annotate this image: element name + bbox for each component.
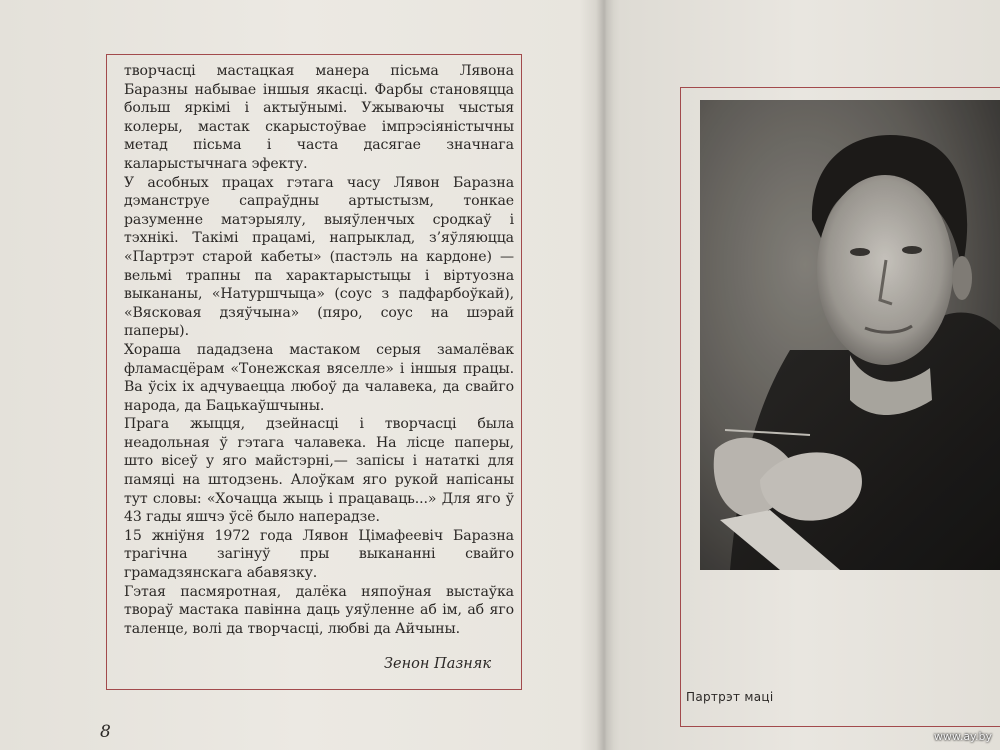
watermark: www.ay.by <box>933 730 992 743</box>
paragraph-6: Гэтая пасмяротная, далёка няпоўная выстаўка твораў мастака павінна даць уяўленне аб ім, аб яго таленце, волі да творчасці, любві да Айчыны. <box>124 583 514 637</box>
page-number: 8 <box>100 722 111 742</box>
article-text <box>124 62 514 638</box>
paragraph-3: Хораша пададзена мастаком серыя замалёвак фламасцёрам «Тонежская вяселле» і іншыя працы. Ва ўсіх іх адчуваецца любоў да чалавека, да свайго народа, да Бацькаўшчыны. <box>124 341 514 414</box>
paragraph-5: 15 жніўня 1972 года Лявон Цімафеевіч Баразна трагічна загінуў пры выкананні свайго грамадзянскага абавязку. <box>124 527 514 582</box>
author-signature: Зенон Пазняк <box>384 656 492 672</box>
portrait-photo <box>700 100 1000 570</box>
paragraph-1: творчасці мастацкая манера пісьма Лявона Баразны набывае іншыя якасці. Фарбы становяцца больш яркімі і актыўнымі. Ужываючы чыстыя колеры, мастак скарыстоўвае імпрэсіяністычны метад пісьма і часта дасягае значнага каларыстычнага эфекту. <box>124 63 514 172</box>
portrait-caption: Партрэт маці <box>686 690 774 704</box>
paragraph-4: Прага жыцця, дзейнасці і творчасці была неадольная ў гэтага чалавека. На лісце паперы, што вісеў у яго майстэрні,— запісы і нататкі для памяці на штодзень. Алоўкам яго рукой напісаны тут словы: «Хочацца жыць і працаваць...» Для яго ў 43 гады яшчэ ўсё было наперадзе. <box>124 416 514 526</box>
book-gutter <box>596 0 614 750</box>
paragraph-2: У асобных працах гэтага часу Лявон Баразна дэманструе сапраўдны артыстызм, тонкае разуменне матэрыялу, выяўленчых сродкаў і тэхнікі. Такімі працамі, напрыклад, з’яўляюцца «Партрэт старой кабеты» (пастэль на кардоне) — вельмі трапны па характарыстыцы і віртуозна выкананы, «Натуршчыца» (соус з падфарбоўкай), «Вясковая дзяўчына» (пяро, соус на шэрай паперы). <box>124 174 514 340</box>
portrait-illustration <box>700 100 1000 570</box>
